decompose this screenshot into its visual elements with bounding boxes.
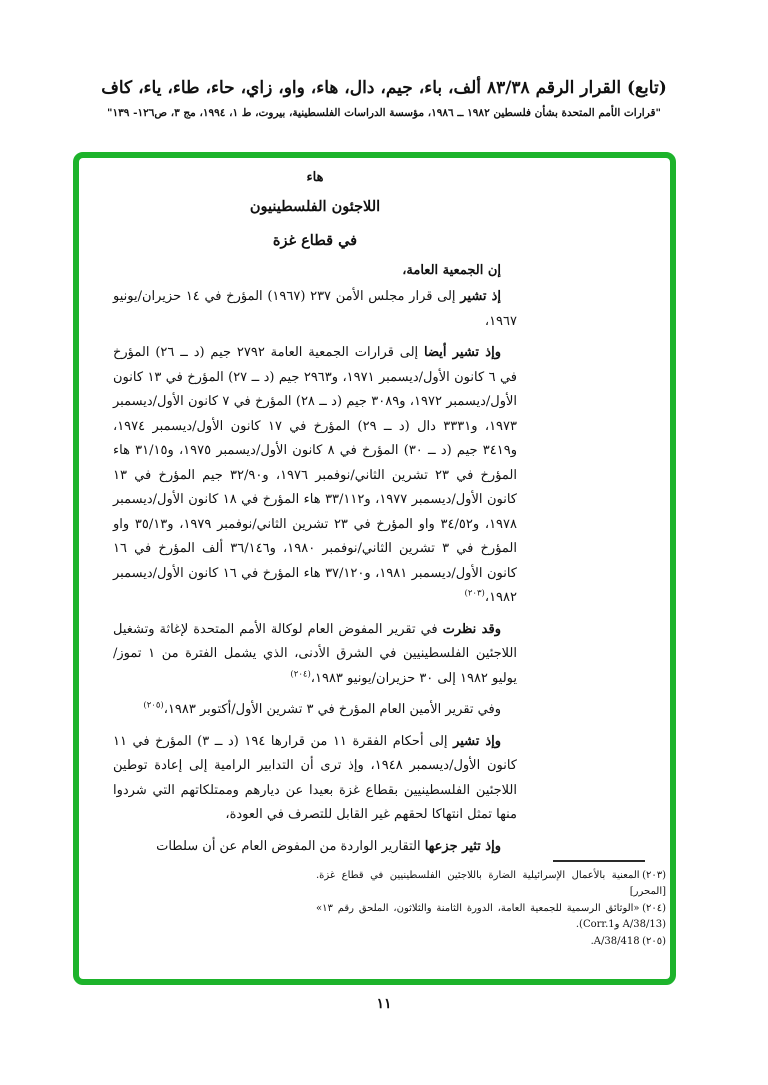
footnote-ref: (٢٠٤) bbox=[290, 669, 311, 680]
highlight-box bbox=[73, 152, 676, 985]
footnote-text: A/38/418. bbox=[590, 936, 640, 947]
footnote-number: (٢٠٣) bbox=[642, 870, 666, 881]
salutation: إن الجمعية العامة، bbox=[402, 263, 501, 278]
resolution-header-title: (تابع) القرار الرقم ٨٣/٣٨ ألف، باء، جيم، دال، هاء، واو، زاي، حاء، طاء، ياء، كاف bbox=[101, 78, 667, 98]
paragraph-lead: وإذ تشير أيضا bbox=[424, 345, 501, 360]
footnote-text: المعنية بالأعمال الإسرائيلية الضارة باللاجئين الفلسطينيين في قطاع غزة. [المحرر] bbox=[316, 870, 666, 897]
paragraph-lead: إذ تشير bbox=[460, 289, 501, 304]
section-letter: هاء bbox=[306, 170, 324, 185]
paragraph-text: التقارير الواردة من المفوض العام عن أن سلطات bbox=[156, 838, 425, 854]
paragraph-text: في تقرير المفوض العام لوكالة الأمم المتحدة لإغاثة وتشغيل اللاجئين الفلسطينيين في الشرق الأدنى، الذي يشمل الفترة من ١ تموز/يوليو ١٩٨٢ إلى ٣٠ حزيران/يونيو ١٩٨٣، bbox=[113, 621, 518, 686]
paragraph-lead: وإذ تشير bbox=[453, 733, 502, 749]
footnote bbox=[316, 868, 666, 899]
footnotes-block bbox=[316, 860, 666, 950]
footnote-number: (٢٠٤) bbox=[642, 903, 666, 914]
preamble-paragraph bbox=[113, 730, 517, 828]
preamble-paragraph bbox=[113, 285, 517, 334]
paragraph-text: إلى قرار مجلس الأمن ٢٣٧ (١٩٦٧) المؤرخ في ١٤ حزيران/يونيو ١٩٦٧، bbox=[113, 289, 517, 329]
footnote-text: «الوثائق الرسمية للجمعية العامة، الدورة الثامنة والثلاثون، الملحق رقم ١٣» (A/38/13 وCorr.1). bbox=[316, 903, 666, 930]
preamble-paragraph bbox=[113, 341, 517, 611]
paragraph-lead: وقد نظرت bbox=[442, 621, 501, 637]
paragraph-text: إلى قرارات الجمعية العامة ٢٧٩٢ جيم (د ــ ٢٦) المؤرخ في ٦ كانون الأول/ديسمبر ١٩٧١، و٢٩٦٣ جيم (د ــ ٢٧) المؤرخ في ١٣ كانون الأول/ديسمبر ١٩٧٢، و٣٠٨٩ جيم (د ــ ٢٨) المؤرخ في ٧ كانون الأول/ديسمبر ١٩٧٣، و٣٣٣١ دال (د ــ ٢٩) المؤرخ في ١٧ كانون الأول/ديسمبر ١٩٧٤، و٣٤١٩ جيم (د ــ ٣٠) المؤرخ في ٨ كانون الأول/ديسمبر ١٩٧٥، و٣١/١٥ هاء المؤرخ في ٢٣ تشرين الثاني/نوفمبر ١٩٧٦، و٣٢/٩٠ جيم المؤرخ في ١٣ كانون الأول/ديسمبر ١٩٧٧، و٣٣/١١٢ هاء المؤرخ في ١٨ كانون الأول/ديسمبر ١٩٧٨، و٣٤/٥٢ واو المؤرخ في ٢٣ تشرين الثاني/نوفمبر ١٩٧٩، و٣٥/١٣ واو المؤرخ في ٣ تشرين الثاني/نوفمبر ١٩٨٠، و٣٦/١٤٦ ألف المؤرخ في ١٦ كانون الأول/ديسمبر ١٩٨١، و٣٧/١٢٠ هاء المؤرخ في ١٦ كانون الأول/ديسمبر ١٩٨٢، bbox=[113, 345, 518, 605]
page-number: ١١ bbox=[376, 996, 392, 1012]
footnote bbox=[316, 901, 666, 932]
resolution-title-line2: في قطاع غزة bbox=[272, 232, 358, 249]
page-header bbox=[0, 78, 768, 119]
footnote-separator bbox=[553, 860, 645, 862]
resolution-body bbox=[113, 164, 517, 859]
paragraph-lead: وإذ تثير جزعها bbox=[424, 838, 501, 854]
footnote-ref: (٢٠٣) bbox=[464, 588, 485, 599]
footnote bbox=[316, 934, 666, 950]
preamble-paragraph bbox=[113, 835, 517, 860]
paragraph-text: وفي تقرير الأمين العام المؤرخ في ٣ تشرين الأول/أكتوبر ١٩٨٣، bbox=[163, 702, 501, 717]
source-citation: "قرارات الأمم المتحدة بشأن فلسطين ١٩٨٢ ــ ١٩٨٦، مؤسسة الدراسات الفلسطينية، بيروت، ط ١، ١٩٩٤، مج ٣، ص١٢٦- ١٣٩" bbox=[107, 107, 661, 119]
resolution-title-line1: اللاجئون الفلسطينيون bbox=[249, 198, 381, 215]
preamble-paragraph bbox=[113, 618, 517, 692]
preamble-paragraph bbox=[113, 698, 517, 723]
footnote-number: (٢٠٥) bbox=[642, 936, 666, 947]
paragraph-text: إلى أحكام الفقرة ١١ من قرارها ١٩٤ (د ــ ٣) المؤرخ في ١١ كانون الأول/ديسمبر ١٩٤٨، وإذ ترى أن التدابير الرامية إلى إعادة توطين اللاجئين الفلسطينيين بقطاع غزة بعيدا عن ديارهم وممتلكاتهم التي شردوا منها تمثل انتهاكا لحقهم غير القابل للتصرف في العودة، bbox=[113, 733, 517, 822]
footnote-ref: (٢٠٥) bbox=[143, 700, 164, 711]
